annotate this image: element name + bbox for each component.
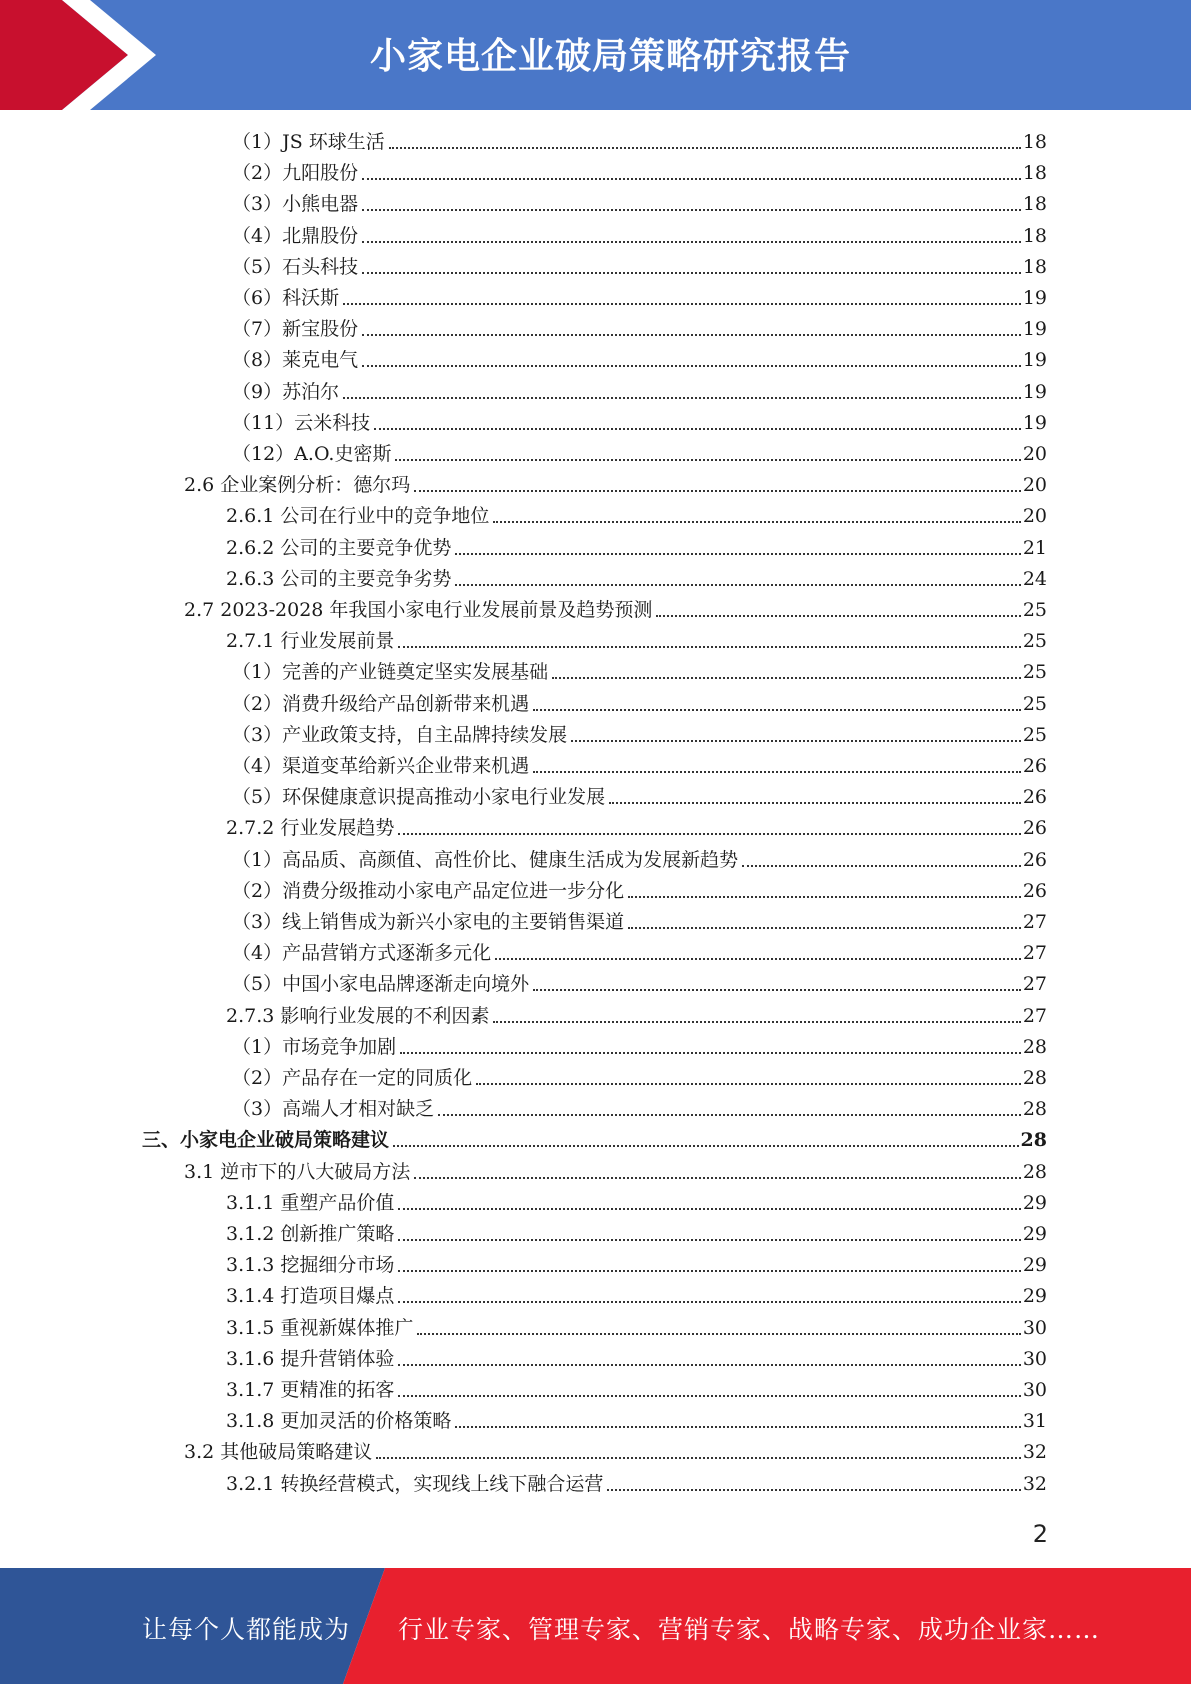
toc-dot-leader xyxy=(742,865,1021,867)
toc-entry-page: 29 xyxy=(1022,1254,1047,1277)
toc-dot-leader xyxy=(398,1395,1020,1397)
toc-dot-leader xyxy=(398,1301,1020,1303)
toc-dot-leader xyxy=(533,989,1021,991)
toc-entry[interactable] xyxy=(232,1034,1047,1060)
toc-entry-title: （2）消费升级给产品创新带来机遇 xyxy=(232,692,530,715)
toc-dot-leader xyxy=(374,428,1021,430)
toc-entry[interactable] xyxy=(226,566,1047,592)
toc-dot-leader xyxy=(607,1489,1020,1491)
toc-entry[interactable] xyxy=(226,1283,1047,1309)
toc-entry[interactable] xyxy=(232,347,1047,373)
toc-entry[interactable] xyxy=(184,472,1047,498)
document-title: 小家电企业破局策略研究报告 xyxy=(369,36,851,77)
toc-entry[interactable] xyxy=(226,1252,1047,1278)
toc-entry-page: 28 xyxy=(1022,1067,1047,1089)
toc-dot-leader xyxy=(609,802,1021,804)
toc-entry[interactable] xyxy=(232,316,1047,342)
toc-entry-page: 19 xyxy=(1022,349,1047,372)
toc-entry-title: （9）苏泊尔 xyxy=(232,380,340,403)
toc-entry[interactable] xyxy=(232,1065,1047,1091)
toc-dot-leader xyxy=(362,272,1021,274)
toc-dot-leader xyxy=(398,1239,1020,1241)
toc-entry[interactable] xyxy=(226,1408,1047,1434)
toc-entry-title: （3）小熊电器 xyxy=(232,193,359,216)
toc-entry-page: 27 xyxy=(1022,911,1047,933)
toc-entry-title: 3.1 逆市下的八大破局方法 xyxy=(184,1160,411,1183)
page-number: 2 xyxy=(1032,1520,1048,1548)
toc-entry-page: 28 xyxy=(1022,1098,1047,1121)
toc-dot-leader xyxy=(376,1457,1021,1459)
toc-dot-leader xyxy=(362,365,1021,367)
toc-entry-title: （5）石头科技 xyxy=(232,255,359,278)
toc-entry[interactable] xyxy=(226,1471,1047,1497)
toc-entry[interactable] xyxy=(226,1377,1047,1403)
toc-entry[interactable] xyxy=(232,909,1047,935)
toc-entry[interactable] xyxy=(232,971,1047,997)
toc-entry[interactable] xyxy=(232,379,1047,405)
toc-entry-title: （6）科沃斯 xyxy=(232,287,340,309)
toc-entry-page: 18 xyxy=(1022,255,1047,278)
toc-dot-leader xyxy=(398,833,1020,835)
toc-entry[interactable] xyxy=(232,878,1047,904)
toc-dot-leader xyxy=(417,1333,1020,1335)
toc-entry[interactable] xyxy=(232,1096,1047,1122)
toc-entry-title: （1）JS 环球生活 xyxy=(232,131,385,153)
toc-dot-leader xyxy=(571,740,1021,742)
toc-entry[interactable] xyxy=(142,1127,1047,1153)
toc-entry-title: 2.7.2 行业发展趋势 xyxy=(226,817,395,840)
toc-dot-leader xyxy=(493,1021,1020,1023)
toc-dot-leader xyxy=(343,303,1021,305)
toc-entry-page: 25 xyxy=(1022,630,1047,653)
toc-entry[interactable] xyxy=(184,597,1047,623)
toc-entry-page: 25 xyxy=(1022,723,1047,746)
toc-entry[interactable] xyxy=(226,815,1047,841)
toc-entry-title: 3.1.4 打造项目爆点 xyxy=(226,1285,395,1308)
toc-entry[interactable] xyxy=(232,285,1047,311)
toc-entry[interactable] xyxy=(232,254,1047,280)
toc-entry-page: 30 xyxy=(1022,1316,1047,1339)
toc-entry-title: （2）消费分级推动小家电产品定位进一步分化 xyxy=(232,879,625,902)
toc-entry-title: （11）云米科技 xyxy=(232,411,371,434)
toc-dot-leader xyxy=(398,1364,1020,1366)
toc-entry-page: 32 xyxy=(1022,1472,1047,1495)
toc-entry-page: 26 xyxy=(1022,848,1047,871)
toc-dot-leader xyxy=(533,771,1021,773)
toc-entry-page: 27 xyxy=(1022,973,1047,996)
toc-entry[interactable] xyxy=(232,847,1047,873)
toc-entry-page: 28 xyxy=(1022,1160,1047,1183)
toc-entry-page: 29 xyxy=(1022,1285,1047,1308)
toc-entry[interactable] xyxy=(232,160,1047,186)
toc-entry-title: （7）新宝股份 xyxy=(232,318,359,341)
toc-dot-leader xyxy=(493,521,1020,523)
toc-entry[interactable] xyxy=(226,1003,1047,1029)
toc-entry-title: 3.2 其他破局策略建议 xyxy=(184,1441,373,1464)
toc-dot-leader xyxy=(628,927,1021,929)
toc-entry[interactable] xyxy=(226,1190,1047,1216)
toc-entry[interactable] xyxy=(232,191,1047,217)
toc-dot-leader xyxy=(362,241,1021,243)
toc-entry-title: 3.1.3 挖掘细分市场 xyxy=(226,1254,395,1277)
toc-entry[interactable] xyxy=(232,940,1047,966)
toc-entry[interactable] xyxy=(232,722,1047,748)
toc-entry-title: （5）中国小家电品牌逐渐走向境外 xyxy=(232,973,530,996)
toc-entry-title: 2.6.1 公司在行业中的竞争地位 xyxy=(226,505,490,528)
toc-entry-title: （5）环保健康意识提高推动小家电行业发展 xyxy=(232,786,606,809)
toc-entry-title: 2.6.3 公司的主要竞争劣势 xyxy=(226,567,452,590)
toc-dot-leader xyxy=(362,209,1021,211)
toc-entry-page: 20 xyxy=(1022,474,1047,497)
toc-entry-page: 19 xyxy=(1022,380,1047,403)
toc-entry-page: 20 xyxy=(1022,443,1047,465)
toc-dot-leader xyxy=(552,677,1021,679)
toc-entry-page: 19 xyxy=(1022,318,1047,341)
toc-entry[interactable] xyxy=(232,659,1047,685)
toc-entry-page: 30 xyxy=(1022,1347,1047,1370)
toc-entry-page: 29 xyxy=(1022,1223,1047,1245)
toc-dot-leader xyxy=(362,178,1021,180)
toc-dot-leader xyxy=(455,553,1020,555)
toc-entry-title: （4）产品营销方式逐渐多元化 xyxy=(232,942,492,965)
toc-entry-page: 29 xyxy=(1022,1191,1047,1214)
toc-entry-page: 21 xyxy=(1022,536,1047,559)
toc-entry-title: （4）渠道变革给新兴企业带来机遇 xyxy=(232,755,530,777)
toc-dot-leader xyxy=(533,709,1021,711)
toc-entry[interactable] xyxy=(232,691,1047,717)
toc-entry-title: 3.1.7 更精准的拓客 xyxy=(226,1379,395,1401)
toc-entry-title: 三、小家电企业破局策略建议 xyxy=(142,1129,390,1152)
toc-dot-leader xyxy=(628,896,1021,898)
toc-entry[interactable] xyxy=(184,1159,1047,1185)
toc-entry-page: 18 xyxy=(1022,224,1047,247)
toc-entry-title: 3.2.1 转换经营模式，实现线上线下融合运营 xyxy=(226,1472,604,1495)
toc-dot-leader xyxy=(398,1270,1020,1272)
toc-entry-page: 18 xyxy=(1022,131,1047,153)
toc-entry[interactable] xyxy=(232,753,1047,779)
toc-entry-title: （3）产业政策支持，自主品牌持续发展 xyxy=(232,723,568,746)
toc-dot-leader xyxy=(414,1177,1021,1179)
toc-entry-page: 30 xyxy=(1022,1379,1047,1401)
toc-entry-page: 20 xyxy=(1022,505,1047,528)
toc-entry-title: 3.1.2 创新推广策略 xyxy=(226,1223,395,1245)
toc-entry[interactable] xyxy=(226,1346,1047,1372)
footer-slogan-right: 行业专家、管理专家、营销专家、战略专家、成功企业家…… xyxy=(398,1615,1101,1644)
toc-entry-title: 2.6.2 公司的主要竞争优势 xyxy=(226,536,452,559)
toc-entry-title: （1）高品质、高颜值、高性价比、健康生活成为发展新趋势 xyxy=(232,848,739,871)
toc-entry[interactable] xyxy=(226,628,1047,654)
toc-entry-page: 24 xyxy=(1022,567,1047,590)
toc-entry[interactable] xyxy=(232,410,1047,436)
toc-dot-leader xyxy=(656,615,1020,617)
toc-entry-title: 2.7.1 行业发展前景 xyxy=(226,630,395,653)
toc-entry-title: （4）北鼎股份 xyxy=(232,224,359,247)
toc-entry-title: （8）莱克电气 xyxy=(232,349,359,372)
toc-entry-page: 26 xyxy=(1022,755,1047,777)
toc-dot-leader xyxy=(414,490,1021,492)
toc-entry-page: 18 xyxy=(1022,162,1047,185)
toc-entry-page: 28 xyxy=(1020,1129,1047,1152)
toc-entry-title: 3.1.8 更加灵活的价格策略 xyxy=(226,1410,452,1433)
toc-entry-title: 2.7 2023-2028 年我国小家电行业发展前景及趋势预测 xyxy=(184,599,653,621)
toc-entry-title: （1）市场竞争加剧 xyxy=(232,1035,397,1058)
toc-entry-page: 26 xyxy=(1022,817,1047,840)
toc-entry-page: 32 xyxy=(1022,1441,1047,1464)
toc-dot-leader xyxy=(362,334,1021,336)
toc-entry[interactable] xyxy=(184,1439,1047,1465)
toc-entry-page: 19 xyxy=(1022,411,1047,434)
toc-entry-page: 27 xyxy=(1022,1004,1047,1027)
toc-entry[interactable] xyxy=(226,1315,1047,1341)
toc-entry-page: 25 xyxy=(1022,599,1047,621)
toc-entry-page: 27 xyxy=(1022,942,1047,965)
toc-entry[interactable] xyxy=(226,503,1047,529)
toc-entry[interactable] xyxy=(226,1221,1047,1247)
toc-dot-leader xyxy=(495,958,1021,960)
toc-entry-title: （12）A.O.史密斯 xyxy=(232,443,392,465)
toc-dot-leader xyxy=(393,1145,1019,1147)
toc-entry-title: （1）完善的产业链奠定坚实发展基础 xyxy=(232,661,549,684)
toc-dot-leader xyxy=(398,646,1020,648)
toc-entry-page: 28 xyxy=(1022,1035,1047,1058)
toc-entry-page: 25 xyxy=(1022,692,1047,715)
toc-entry-title: （3）高端人才相对缺乏 xyxy=(232,1098,435,1121)
toc-entry-title: （2）产品存在一定的同质化 xyxy=(232,1067,473,1089)
toc-entry-page: 19 xyxy=(1022,287,1047,309)
toc-dot-leader xyxy=(438,1114,1021,1116)
toc-entry-title: 3.1.5 重视新媒体推广 xyxy=(226,1316,414,1339)
toc-entry-title: 2.6 企业案例分析：德尔玛 xyxy=(184,474,411,497)
toc-entry-title: （3）线上销售成为新兴小家电的主要销售渠道 xyxy=(232,911,625,933)
toc-entry-page: 18 xyxy=(1022,193,1047,216)
toc-dot-leader xyxy=(476,1083,1021,1085)
footer-slogan-left: 让每个人都能成为 xyxy=(142,1615,351,1644)
toc-dot-leader xyxy=(398,1208,1020,1210)
toc-dot-leader xyxy=(395,459,1020,461)
page-header xyxy=(0,0,1191,110)
toc-entry-title: 3.1.1 重塑产品价值 xyxy=(226,1191,395,1214)
toc-entry-page: 25 xyxy=(1022,661,1047,684)
toc-entry-title: （2）九阳股份 xyxy=(232,162,359,185)
toc-entry-page: 26 xyxy=(1022,879,1047,902)
toc-entry[interactable] xyxy=(232,223,1047,249)
toc-entry-page: 26 xyxy=(1022,786,1047,809)
toc-entry[interactable] xyxy=(232,784,1047,810)
toc-entry-title: 2.7.3 影响行业发展的不利因素 xyxy=(226,1004,490,1027)
toc-entry[interactable] xyxy=(232,129,1047,155)
toc-entry[interactable] xyxy=(226,535,1047,561)
toc-entry[interactable] xyxy=(232,441,1047,467)
toc-dot-leader xyxy=(455,584,1020,586)
toc-entry-title: 3.1.6 提升营销体验 xyxy=(226,1347,395,1370)
toc-dot-leader xyxy=(455,1426,1020,1428)
toc-dot-leader xyxy=(389,147,1021,149)
toc-entry-page: 31 xyxy=(1022,1410,1047,1433)
toc-dot-leader xyxy=(400,1052,1021,1054)
toc-dot-leader xyxy=(343,397,1021,399)
page-footer xyxy=(0,1568,1191,1684)
